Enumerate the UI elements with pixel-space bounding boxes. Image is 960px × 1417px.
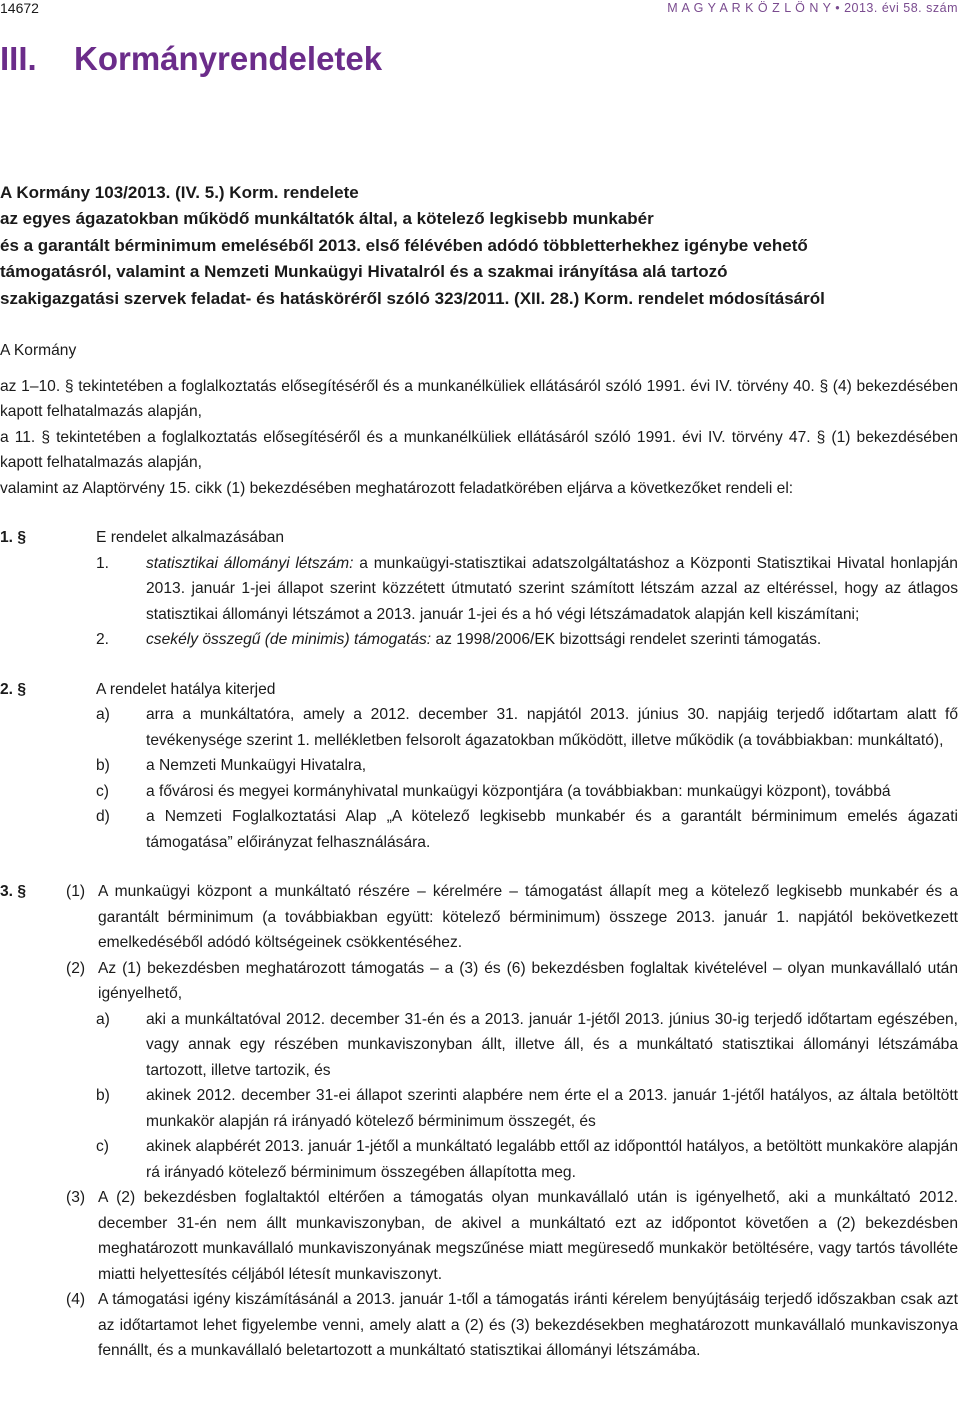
scope-item (0, 702, 958, 753)
section-2-number: 2. § (0, 680, 27, 698)
preamble-government: A Kormány (0, 342, 77, 359)
scope-letter: b) (96, 757, 110, 774)
definition-term: csekély összegű (de minimis) támogatás: (146, 631, 432, 648)
condition-item (0, 1007, 958, 1084)
section-heading (0, 40, 382, 78)
paragraph-text: Az (1) bekezdésben meghatározott támogatás – a (3) és (6) bekezdésben foglaltak kivételével – olyan munkavállaló után igényelhető, (98, 959, 958, 1002)
decree-title-line: az egyes ágazatokban működő munkáltatók által, a kötelező legkisebb munkabér (0, 209, 654, 229)
condition-letter: b) (96, 1087, 110, 1104)
section-3-paragraph-1 (0, 879, 958, 956)
condition-item (0, 1134, 958, 1185)
section-1 (0, 525, 958, 551)
preamble-enacting-clause: valamint az Alaptörvény 15. cikk (1) bekezdésében meghatározott feladatkörében eljárva a következőket rendeli el: (0, 479, 794, 497)
section-1-number: 1. § (0, 529, 27, 546)
definition-number: 2. (96, 631, 110, 648)
scope-text: a Nemzeti Foglalkoztatási Alap „A kötelező legkisebb munkabér és a garantált bérminimum emelés ágazati támogatása” előirányzat felhasználására. (146, 808, 958, 851)
decree-title-line: A Kormány 103/2013. (IV. 5.) Korm. rendelete (0, 183, 359, 202)
section-3-paragraph-3 (0, 1185, 958, 1287)
section-3-paragraph-4 (0, 1287, 958, 1364)
paragraph-number: (4) (66, 1291, 86, 1308)
paragraph-text: A munkaügyi központ a munkáltató részére – kérelmére – támogatást állapít meg a kötelező legkisebb munkabér és a garantált bérminimum (a továbbiakban együtt: kötelező bérminimum) összege 2013. január 1. napjától bekövetkezett emelkedéséből adódó költségeinek csökkentéséhez. (98, 883, 958, 951)
paragraph-text: A (2) bekezdésben foglaltaktól eltérően a támogatás olyan munkavállaló után is igényelhető, aki a munkáltató 2012. december 31-én nem állt munkaviszonyban, de akivel a munkáltató ezt az időpontot követően a (2) bekezdésben meghatározott munkavállaló munkaviszonyának megszűnése miatt megüresedő munkakör betöltésére, vagy tartós távolléte miatti helyettesítés céljából létesít munkaviszonyt. (98, 1189, 958, 1283)
definition-text: a munkaügyi-statisztikai adatszolgáltatáshoz a Központi Statisztikai Hivatal honlapján 2013. január 1-jei állapot szerint közzétett útmutató szerint számított létszám azzal az eltéréssel, hogy az átlagos statisztikai állományi létszámot a 2013. január 1-jei és a hó végi létszámadatok alapján kell kiszámítani; (146, 554, 958, 623)
paragraph-text: A támogatási igény kiszámításánál a 2013. január 1-től a támogatás iránti kérelem benyújtásáig terjedő időszakban csak azt az időtartamot lehet figyelembe venni, amely alatt a (2) és (3) bekezdésekben meghatározott munkavállaló munkaviszonya fennállt, és a munkavállaló beletartozott a munkáltató statisztikai állományi létszámába. (98, 1291, 958, 1359)
section-1-intro: E rendelet alkalmazásában (96, 529, 285, 546)
section-3-paragraph-2 (0, 956, 958, 1007)
scope-text: a fővárosi és megyei kormányhivatal munkaügyi központjára (a továbbiakban: munkaügyi központ), továbbá (146, 782, 891, 800)
section-3-number: 3. § (0, 883, 27, 900)
scope-letter: d) (96, 808, 110, 825)
condition-letter: a) (96, 1010, 110, 1028)
decree-title-line: támogatásról, valamint a Nemzeti Munkaügyi Hivatalról és a szakmai irányítása alá tartozó (0, 262, 728, 282)
preamble-authorization-2: a 11. § tekintetében a foglalkoztatás elősegítéséről és a munkanélküliek ellátásáról szóló 1991. évi IV. törvény 47. § (1) bekezdésében kapott felhatalmazás alapján, (0, 428, 958, 471)
gazette-header: M A G Y A R K Ö Z L Ö N Y • 2013. évi 58. szám (667, 1, 958, 15)
paragraph-number: (2) (66, 959, 86, 977)
scope-letter: a) (96, 706, 110, 723)
scope-text: arra a munkáltatóra, amely a 2012. december 31. napjától 2013. június 30. napjáig terjedő időtartam alatt fő tevékenysége szerint 1. mellékletben felsorolt ágazatokban működött, illetve működik (a továbbiakban: munkáltató), (146, 706, 958, 749)
paragraph-number: (1) (66, 883, 86, 900)
section-number: III. (0, 40, 37, 77)
decree-title (0, 180, 958, 312)
definition-term: statisztikai állományi létszám: (146, 554, 354, 572)
scope-text: a Nemzeti Munkaügyi Hivatalra, (146, 757, 367, 774)
decree-title-line: és a garantált bérminimum emeléséből 2013. első félévében adódó többletterhekhez igénybe vehető (0, 235, 808, 255)
scope-item (0, 779, 958, 805)
decree-body (0, 338, 958, 1364)
scope-letter: c) (96, 782, 109, 800)
section-title: Kormányrendeletek (74, 40, 383, 77)
condition-item (0, 1083, 958, 1134)
scope-item (0, 804, 958, 855)
condition-text: akinek 2012. december 31-ei állapot szerinti alapbére nem érte el a 2013. január 1-jétől hatályos, az általa betöltött munkakör alapján rá irányadó kötelező bérminimum összegét, és (146, 1087, 958, 1130)
condition-text: aki a munkáltatóval 2012. december 31-én és a 2013. január 1-jétől 2013. június 30-ig terjedő időtartam egészében, vagy annak egy részében munkaviszonyban állt, illetve áll, és a munkáltató statisztikai állományi létszámába tartozott, illetve tartozik, és (146, 1010, 958, 1079)
scope-item (0, 753, 958, 779)
section-2 (0, 677, 958, 703)
definition-text: az 1998/2006/EK bizottsági rendelet szerinti támogatás. (431, 631, 822, 648)
condition-text: akinek alapbérét 2013. január 1-jétől a munkáltató legalább ettől az időponttól hatályos, a betöltött munkaköre alapján rá irányadó kötelező bérminimum összegében állapította meg. (146, 1138, 958, 1181)
preamble-authorization-1: az 1–10. § tekintetében a foglalkoztatás elősegítéséről és a munkanélküliek ellátásáról szóló 1991. évi IV. törvény 40. § (4) bekezdésében kapott felhatalmazás alapján, (0, 377, 958, 420)
definition-item (0, 551, 958, 628)
definition-number: 1. (96, 554, 110, 572)
section-2-intro: A rendelet hatálya kiterjed (96, 680, 276, 698)
definition-item (0, 627, 958, 653)
paragraph-number: (3) (66, 1189, 86, 1206)
decree-title-line: szakigazgatási szervek feladat- és hatásköréről szóló 323/2011. (XII. 28.) Korm. rendelet módosításáról (0, 288, 825, 308)
condition-letter: c) (96, 1138, 109, 1155)
page-number: 14672 (0, 0, 39, 16)
